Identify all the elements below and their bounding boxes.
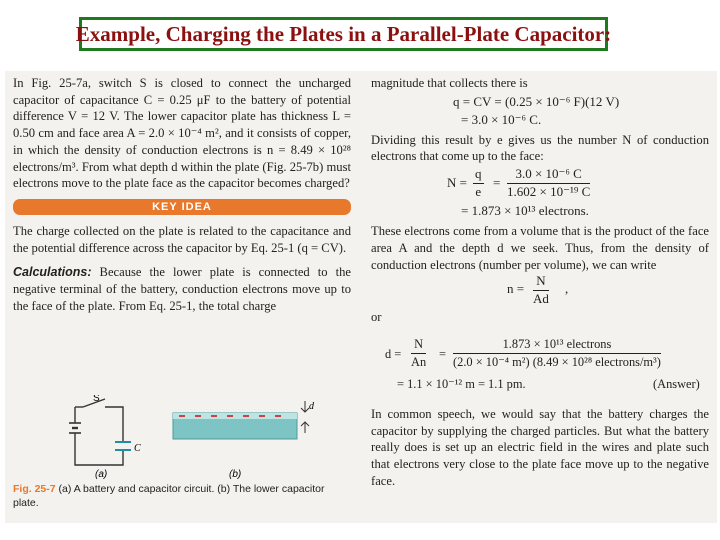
equation-n-comma: , (565, 281, 569, 297)
subfigure-b-label: (b) (229, 469, 242, 480)
switch-label: S (93, 395, 100, 404)
figure-25-7 (13, 395, 351, 519)
equation-n (371, 273, 709, 309)
figure-caption-text: (a) A battery and capacitor circuit. (b) The lower capacitor plate. (13, 483, 325, 509)
textbook-page (5, 71, 717, 523)
these-electrons-text: These electrons come from a volume that is the product of the face area A and the depth d we seek. Thus, from the density of conduction electrons (number per volume), we can write (371, 224, 709, 272)
circuit-diagram (69, 399, 131, 465)
dividing-text: Dividing this result by e gives us the number N of conduction electrons that come up to the face: (371, 132, 709, 164)
equation-d-denominator2: (2.0 × 10⁻⁴ m²) (8.49 × 10²⁸ electrons/m³) (453, 354, 661, 369)
depth-label: d (309, 401, 314, 412)
answer-label: (Answer) (653, 376, 700, 391)
slide-title-box (75, 17, 612, 51)
equation-d-denominator1: An (411, 354, 427, 369)
equation-q-line2: = 3.0 × 10⁻⁶ C. (461, 111, 542, 127)
equation-N-fraction1 (473, 166, 484, 200)
subfigure-a-label: (a) (95, 469, 108, 480)
equation-N-result: = 1.873 × 10¹³ electrons. (461, 203, 589, 219)
capacitor-label: C (134, 443, 141, 454)
or-text: or (371, 310, 382, 325)
equation-d-numerator1: N (411, 336, 426, 354)
equation-N-numerator1: q (473, 166, 484, 184)
equation-N (371, 165, 709, 223)
circuit-and-plate-diagram (13, 395, 351, 485)
equation-d-numerator2: 1.873 × 10¹³ electrons (453, 336, 661, 354)
equation-N-fraction2 (507, 166, 590, 200)
equation-N-equals: = (493, 175, 501, 191)
intro-text: magnitude that collects there is (371, 76, 528, 90)
equation-d-result: = 1.1 × 10⁻¹² m = 1.1 pm. (397, 376, 526, 391)
right-column (371, 75, 709, 489)
equation-d-fraction1 (411, 336, 426, 370)
closing-text: In common speech, we would say that the battery charges the capacitor by supplying the charged particles. But what the battery really does is set up an electric field in the wires and plate such that electrons very close to the plate face move up to the negative face. (371, 406, 709, 488)
problem-statement: In Fig. 25-7a, switch S is closed to connect the uncharged capacitor of capacitance C = 0.25 μF to the battery of potential difference V = 12 V. The lower capacitor plate has thickness L = 0.50 cm and face area A = 2.0 × 10⁻⁴ m², and it consists of copper, in which the density of conduction electrons is n = 8.49 × 10²⁸ electrons/m³. From what depth d within the plate (Fig. 25-7b) must electrons move to the plate face as the capacitor becomes charged? (13, 76, 351, 191)
equation-N-lhs: N = (447, 175, 467, 191)
equation-n-denominator: Ad (533, 290, 549, 306)
calculations-paragraph (13, 264, 351, 314)
key-idea-label: KEY IDEA (152, 200, 212, 213)
calculations-label: Calculations: (13, 265, 92, 280)
equation-d-fraction2 (453, 336, 661, 370)
calculations-text: Because the lower plate is connected to the negative terminal of the battery, conduction electrons move up to the face of the plate. From Eq. 25-1, the total charge (13, 265, 351, 313)
equation-q (371, 92, 709, 132)
equation-N-numerator2: 3.0 × 10⁻⁶ C (507, 166, 590, 184)
equation-N-denominator2: 1.602 × 10⁻¹⁹ C (507, 183, 591, 199)
equation-d (371, 332, 709, 406)
equation-d-equals: = (439, 346, 446, 361)
equation-n-lhs: n = (507, 281, 525, 297)
slide-title: Example, Charging the Plates in a Parallel-Plate Capacitor: (75, 21, 612, 46)
key-idea-text: The charge collected on the plate is related to the capacitance and the potential difference across the capacitor by Eq. 25-1 (q = CV). (13, 223, 351, 255)
left-column (13, 75, 351, 314)
equation-N-denominator1: e (475, 183, 482, 199)
equation-q-line1: q = CV = (0.25 × 10⁻⁶ F)(12 V) (453, 93, 620, 109)
equation-n-numerator: N (533, 273, 549, 291)
equation-n-fraction (533, 273, 549, 307)
key-idea-banner (13, 199, 351, 215)
plate-diagram (173, 401, 309, 439)
figure-caption-label: Fig. 25-7 (13, 483, 56, 495)
figure-caption (13, 483, 351, 510)
equation-d-lhs: d = (385, 346, 402, 361)
